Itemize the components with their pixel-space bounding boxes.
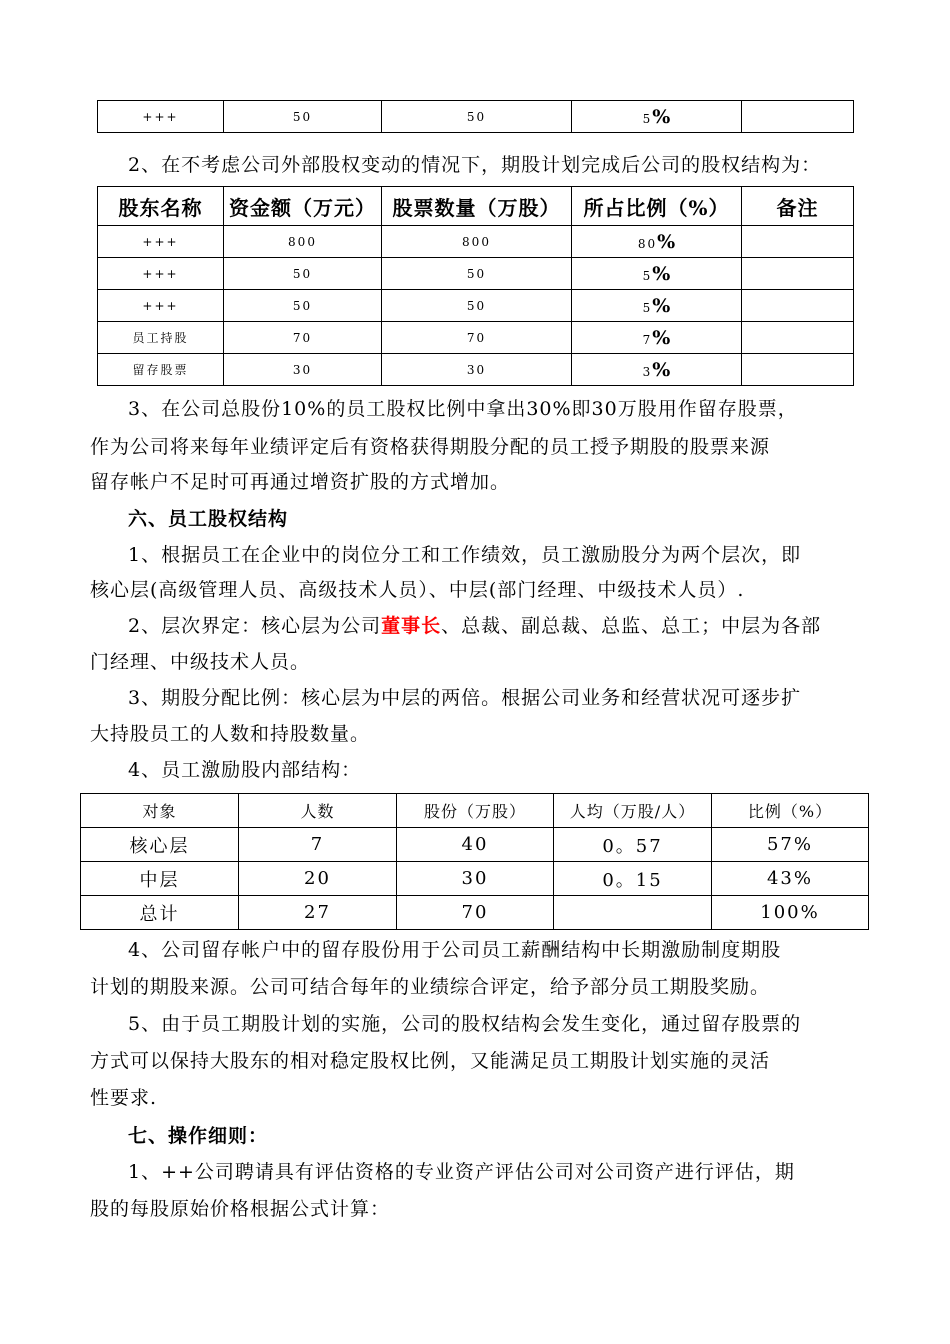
header-ratio: 所占比例（%） bbox=[572, 187, 742, 226]
header-headcount: 人数 bbox=[239, 794, 397, 828]
cell-object: 中层 bbox=[81, 862, 239, 896]
cell-shares: 30 bbox=[382, 354, 572, 386]
cell-per-capita: 0。57 bbox=[554, 828, 712, 862]
cell-shareholder: +++ bbox=[98, 290, 224, 322]
para-after-p5-line1: 5、由于员工期股计划的实施，公司的股权结构会发生变化，通过留存股票的 bbox=[128, 1013, 802, 1035]
p2-prefix: 2、层次界定：核心层为公司 bbox=[128, 615, 382, 637]
header-shares: 股份（万股） bbox=[397, 794, 554, 828]
paragraph-equity-intro: 2、在不考虑公司外部股权变动的情况下，期股计划完成后公司的股权结构为： bbox=[128, 154, 822, 176]
paragraph-reserve-line2: 作为公司将来每年业绩评定后有资格获得期股分配的员工授予期股的股票来源 bbox=[90, 436, 771, 458]
section-6-p1-line1: 1、根据员工在企业中的岗位分工和工作绩效，员工激励股分为两个层次，即 bbox=[128, 544, 802, 566]
cell-ratio: 57% bbox=[712, 828, 869, 862]
cell-note bbox=[742, 290, 854, 322]
cell-headcount: 7 bbox=[239, 828, 397, 862]
cell-capital: 800 bbox=[224, 226, 382, 258]
cell-shareholder: +++ bbox=[98, 101, 224, 133]
cell-shares: 800 bbox=[382, 226, 572, 258]
section-6-p2-line2: 门经理、中级技术人员。 bbox=[90, 651, 311, 673]
section-6-title: 六、员工股权结构 bbox=[128, 508, 289, 530]
header-shares: 股票数量（万股） bbox=[382, 187, 572, 226]
para-after-p5-line2: 方式可以保持大股东的相对稳定股权比例，又能满足员工期股计划实施的灵活 bbox=[90, 1050, 771, 1072]
header-object: 对象 bbox=[81, 794, 239, 828]
cell-shareholder: 留存股票 bbox=[98, 354, 224, 386]
cell-headcount: 20 bbox=[239, 862, 397, 896]
cell-note bbox=[742, 101, 854, 133]
cell-ratio: 7% bbox=[572, 322, 742, 354]
table-row bbox=[81, 896, 869, 930]
para-after-p4-line1: 4、公司留存帐户中的留存股份用于公司员工薪酬结构中长期激励制度期股 bbox=[128, 939, 782, 961]
cell-object: 核心层 bbox=[81, 828, 239, 862]
cell-object: 总计 bbox=[81, 896, 239, 930]
table-row bbox=[98, 101, 854, 133]
cell-ratio: 80% bbox=[572, 226, 742, 258]
section-7-title: 七、操作细则： bbox=[128, 1125, 269, 1147]
highlight-chairman: 董事长 bbox=[381, 615, 442, 637]
table-header-row bbox=[98, 187, 854, 226]
table-row bbox=[98, 354, 854, 386]
cell-note bbox=[742, 322, 854, 354]
cell-shares: 70 bbox=[397, 896, 554, 930]
table-row bbox=[98, 226, 854, 258]
cell-ratio: 5% bbox=[572, 101, 742, 133]
table-row bbox=[81, 862, 869, 896]
header-note: 备注 bbox=[742, 187, 854, 226]
p2-suffix: 、总裁、副总裁、总监、总工；中层为各部 bbox=[441, 615, 822, 637]
header-capital: 资金额（万元） bbox=[224, 187, 382, 226]
cell-per-capita bbox=[554, 896, 712, 930]
cell-note bbox=[742, 354, 854, 386]
section-7-p1-line2: 股的每股原始价格根据公式计算： bbox=[90, 1198, 391, 1220]
table-header-row bbox=[81, 794, 869, 828]
section-6-p4: 4、员工激励股内部结构： bbox=[128, 759, 362, 781]
table-row bbox=[98, 258, 854, 290]
section-6-p1-line2: 核心层(高级管理人员、高级技术人员）、中层(部门经理、中级技术人员）. bbox=[90, 579, 745, 601]
cell-shareholder: 员工持股 bbox=[98, 322, 224, 354]
cell-ratio: 43% bbox=[712, 862, 869, 896]
para-after-p5-line3: 性要求. bbox=[90, 1087, 158, 1109]
paragraph-reserve-line1: 3、在公司总股份10%的员工股权比例中拿出30%即30万股用作留存股票， bbox=[128, 398, 798, 420]
section-6-p3-line1: 3、期股分配比例：核心层为中层的两倍。根据公司业务和经营状况可逐步扩 bbox=[128, 687, 802, 709]
cell-capital: 50 bbox=[224, 258, 382, 290]
cell-shareholder: +++ bbox=[98, 226, 224, 258]
table-row bbox=[98, 322, 854, 354]
cell-note bbox=[742, 226, 854, 258]
cell-per-capita: 0。15 bbox=[554, 862, 712, 896]
header-per-capita: 人均（万股/人） bbox=[554, 794, 712, 828]
cell-shares: 70 bbox=[382, 322, 572, 354]
cell-shares: 30 bbox=[397, 862, 554, 896]
cell-ratio: 3% bbox=[572, 354, 742, 386]
cell-capital: 30 bbox=[224, 354, 382, 386]
cell-ratio: 5% bbox=[572, 258, 742, 290]
cell-shares: 50 bbox=[382, 101, 572, 133]
cell-capital: 50 bbox=[224, 290, 382, 322]
header-ratio: 比例（%） bbox=[712, 794, 869, 828]
table-row bbox=[81, 828, 869, 862]
table-equity-structure bbox=[97, 186, 854, 386]
table-top-fragment bbox=[97, 100, 854, 133]
header-shareholder: 股东名称 bbox=[98, 187, 224, 226]
cell-shares: 50 bbox=[382, 258, 572, 290]
cell-shares: 40 bbox=[397, 828, 554, 862]
section-6-p2-line1 bbox=[128, 614, 870, 638]
cell-shares: 50 bbox=[382, 290, 572, 322]
para-after-p4-line2: 计划的期股来源。公司可结合每年的业绩综合评定，给予部分员工期股奖励。 bbox=[90, 976, 771, 998]
cell-ratio: 5% bbox=[572, 290, 742, 322]
table-incentive-structure bbox=[80, 793, 869, 930]
cell-ratio: 100% bbox=[712, 896, 869, 930]
section-7-p1-line1: 1、++公司聘请具有评估资格的专业资产评估公司对公司资产进行评估，期 bbox=[128, 1161, 795, 1183]
cell-shareholder: +++ bbox=[98, 258, 224, 290]
cell-capital: 50 bbox=[224, 101, 382, 133]
cell-note bbox=[742, 258, 854, 290]
cell-capital: 70 bbox=[224, 322, 382, 354]
paragraph-reserve-line3: 留存帐户不足时可再通过增资扩股的方式增加。 bbox=[90, 471, 511, 493]
section-6-p3-line2: 大持股员工的人数和持股数量。 bbox=[90, 723, 371, 745]
table-row bbox=[98, 290, 854, 322]
cell-headcount: 27 bbox=[239, 896, 397, 930]
